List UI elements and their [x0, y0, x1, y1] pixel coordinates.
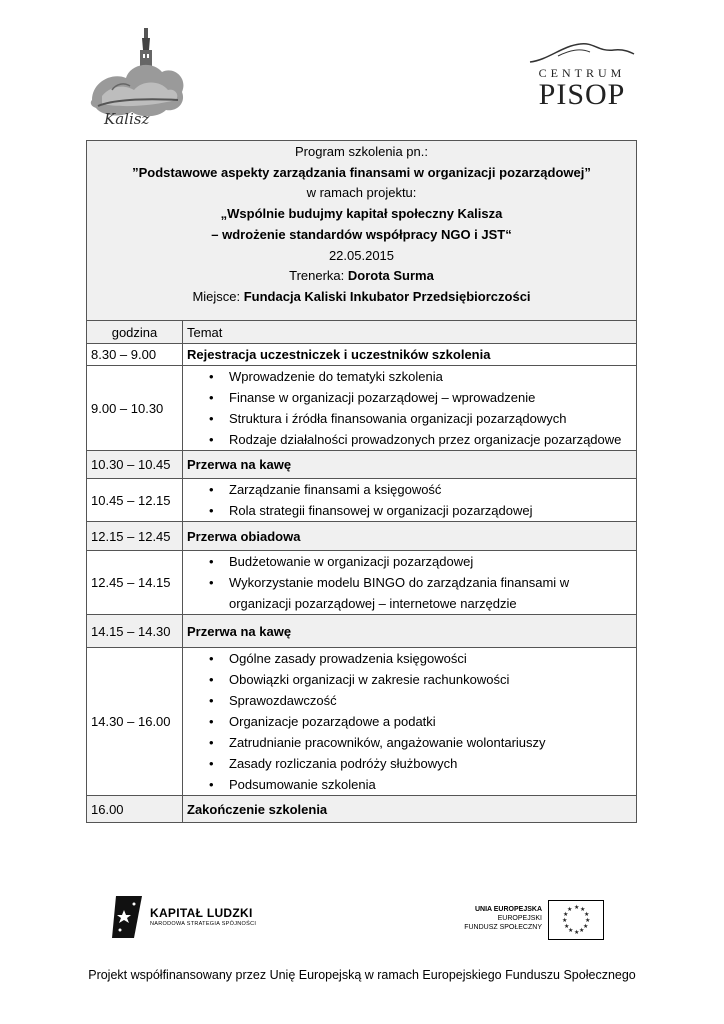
row-time: 12.45 – 14.15 [87, 551, 183, 615]
row-title: Przerwa na kawę [183, 451, 637, 479]
svg-text:★: ★ [580, 906, 586, 913]
list-item: • Rodzaje działalności prowadzonych przez organizacje pozarządowe [187, 429, 632, 450]
row-title: Przerwa na kawę [183, 615, 637, 648]
funding-note: Projekt współfinansowany przez Unię Europejską w ramach Europejskiego Funduszu Społecznego [88, 968, 636, 982]
svg-text:★: ★ [579, 927, 585, 934]
topic-list [187, 366, 632, 450]
row-time: 10.30 – 10.45 [87, 451, 183, 479]
row-time: 9.00 – 10.30 [87, 366, 183, 451]
training-date: 22.05.2015 [328, 247, 395, 263]
row-items [183, 648, 637, 796]
svg-text:★: ★ [583, 923, 589, 930]
row-title: Przerwa obiadowa [183, 522, 637, 551]
list-item-continuation: organizacji pozarządowej – internetowe narzędzie [229, 596, 517, 611]
header-line-1: Program szkolenia pn.: [295, 144, 428, 159]
row-items [183, 551, 637, 615]
topic-list [187, 551, 632, 614]
kapital-ludzki-subtitle: NARODOWA STRATEGIA SPÓJNOŚCI [150, 921, 257, 927]
row-time: 8.30 – 9.00 [87, 344, 183, 366]
kapital-ludzki-title: KAPITAŁ LUDZKI [150, 906, 253, 920]
row-time: 16.00 [87, 796, 183, 823]
table-header-row [87, 321, 637, 344]
list-item: • Organizacje pozarządowe a podatki [187, 711, 632, 732]
table-row [87, 648, 637, 796]
trainer-line [87, 266, 636, 287]
list-item: • Budżetowanie w organizacji pozarządowej [187, 551, 632, 572]
table-row [87, 796, 637, 823]
pisop-logo-name: PISOP [538, 78, 626, 111]
training-title: ”Podstawowe aspekty zarządzania finansami w organizacji pozarządowej” [132, 164, 591, 180]
pisop-logo [528, 40, 636, 114]
topic-list [187, 479, 632, 521]
row-time: 14.30 – 16.00 [87, 648, 183, 796]
svg-text:★: ★ [574, 929, 580, 936]
list-item: • Obowiązki organizacji w zakresie rachunkowości [187, 669, 632, 690]
table-row [87, 479, 637, 522]
topic-list [187, 648, 632, 795]
place-label: Miejsce: [192, 288, 244, 304]
table-row [87, 366, 637, 451]
list-item: • Wykorzystanie modelu BINGO do zarządzania finansami w [187, 572, 632, 593]
table-row [87, 551, 637, 615]
kapital-ludzki-star-icon [112, 892, 146, 940]
eu-logo [458, 900, 608, 942]
kalisz-logo [82, 20, 192, 132]
eu-logo-text [464, 905, 542, 932]
column-header-topic: Temat [183, 321, 637, 344]
list-item: • Sprawozdawczość [187, 690, 632, 711]
row-time: 12.15 – 12.45 [87, 522, 183, 551]
pisop-logo-centrum: CENTRUM [538, 66, 626, 80]
list-item: • Zarządzanie finansami a księgowość [187, 479, 632, 500]
row-title: Zakończenie szkolenia [183, 796, 637, 823]
table-row [87, 522, 637, 551]
eu-line-2: EUROPEJSKI [497, 915, 542, 922]
place-name: Fundacja Kaliski Inkubator Przedsiębiorczości [243, 288, 531, 304]
eu-flag-icon [548, 900, 604, 940]
svg-text:★: ★ [564, 923, 570, 930]
svg-text:★: ★ [585, 917, 591, 924]
row-items [183, 479, 637, 522]
svg-text:★: ★ [567, 906, 573, 913]
schedule-table [86, 320, 637, 823]
program-header [86, 140, 637, 321]
list-item: • Podsumowanie szkolenia [187, 774, 632, 795]
list-item: • Finanse w organizacji pozarządowej – wprowadzenie [187, 387, 632, 408]
kapital-ludzki-logo [112, 892, 272, 942]
list-item: • Zasady rozliczania podróży służbowych [187, 753, 632, 774]
svg-text:★: ★ [563, 911, 569, 918]
kalisz-logo-text: Kalisz [104, 110, 150, 128]
project-title-2: – wdrożenie standardów współpracy NGO i JST“ [211, 226, 512, 242]
list-item: • Wprowadzenie do tematyki szkolenia [187, 366, 632, 387]
eu-line-3: FUNDUSZ SPOŁECZNY [464, 924, 542, 931]
row-time: 10.45 – 12.15 [87, 479, 183, 522]
table-row [87, 344, 637, 366]
project-title-1: „Wspólnie budujmy kapitał społeczny Kalisza [220, 206, 503, 222]
trainer-name: Dorota Surma [347, 268, 434, 284]
svg-text:★: ★ [568, 927, 574, 934]
row-title: Rejestracja uczestniczek i uczestników szkolenia [183, 344, 637, 366]
column-header-time: godzina [87, 321, 183, 344]
eu-line-1: UNIA EUROPEJSKA [474, 906, 542, 913]
list-item: • Ogólne zasady prowadzenia księgowości [187, 648, 632, 669]
list-item: • Struktura i źródła finansowania organizacji pozarządowych [187, 408, 632, 429]
table-row [87, 451, 637, 479]
row-items [183, 366, 637, 451]
svg-text:★: ★ [562, 917, 568, 924]
list-item: • Zatrudnianie pracowników, angażowanie wolontariuszy [187, 732, 632, 753]
svg-text:★: ★ [574, 904, 580, 911]
trainer-label: Trenerka: [289, 268, 348, 284]
table-row [87, 615, 637, 648]
row-time: 14.15 – 14.30 [87, 615, 183, 648]
list-item: • Rola strategii finansowej w organizacji pozarządowej [187, 500, 632, 521]
place-line [87, 287, 636, 308]
svg-text:★: ★ [584, 911, 590, 918]
header-line-3: w ramach projektu: [306, 185, 417, 201]
